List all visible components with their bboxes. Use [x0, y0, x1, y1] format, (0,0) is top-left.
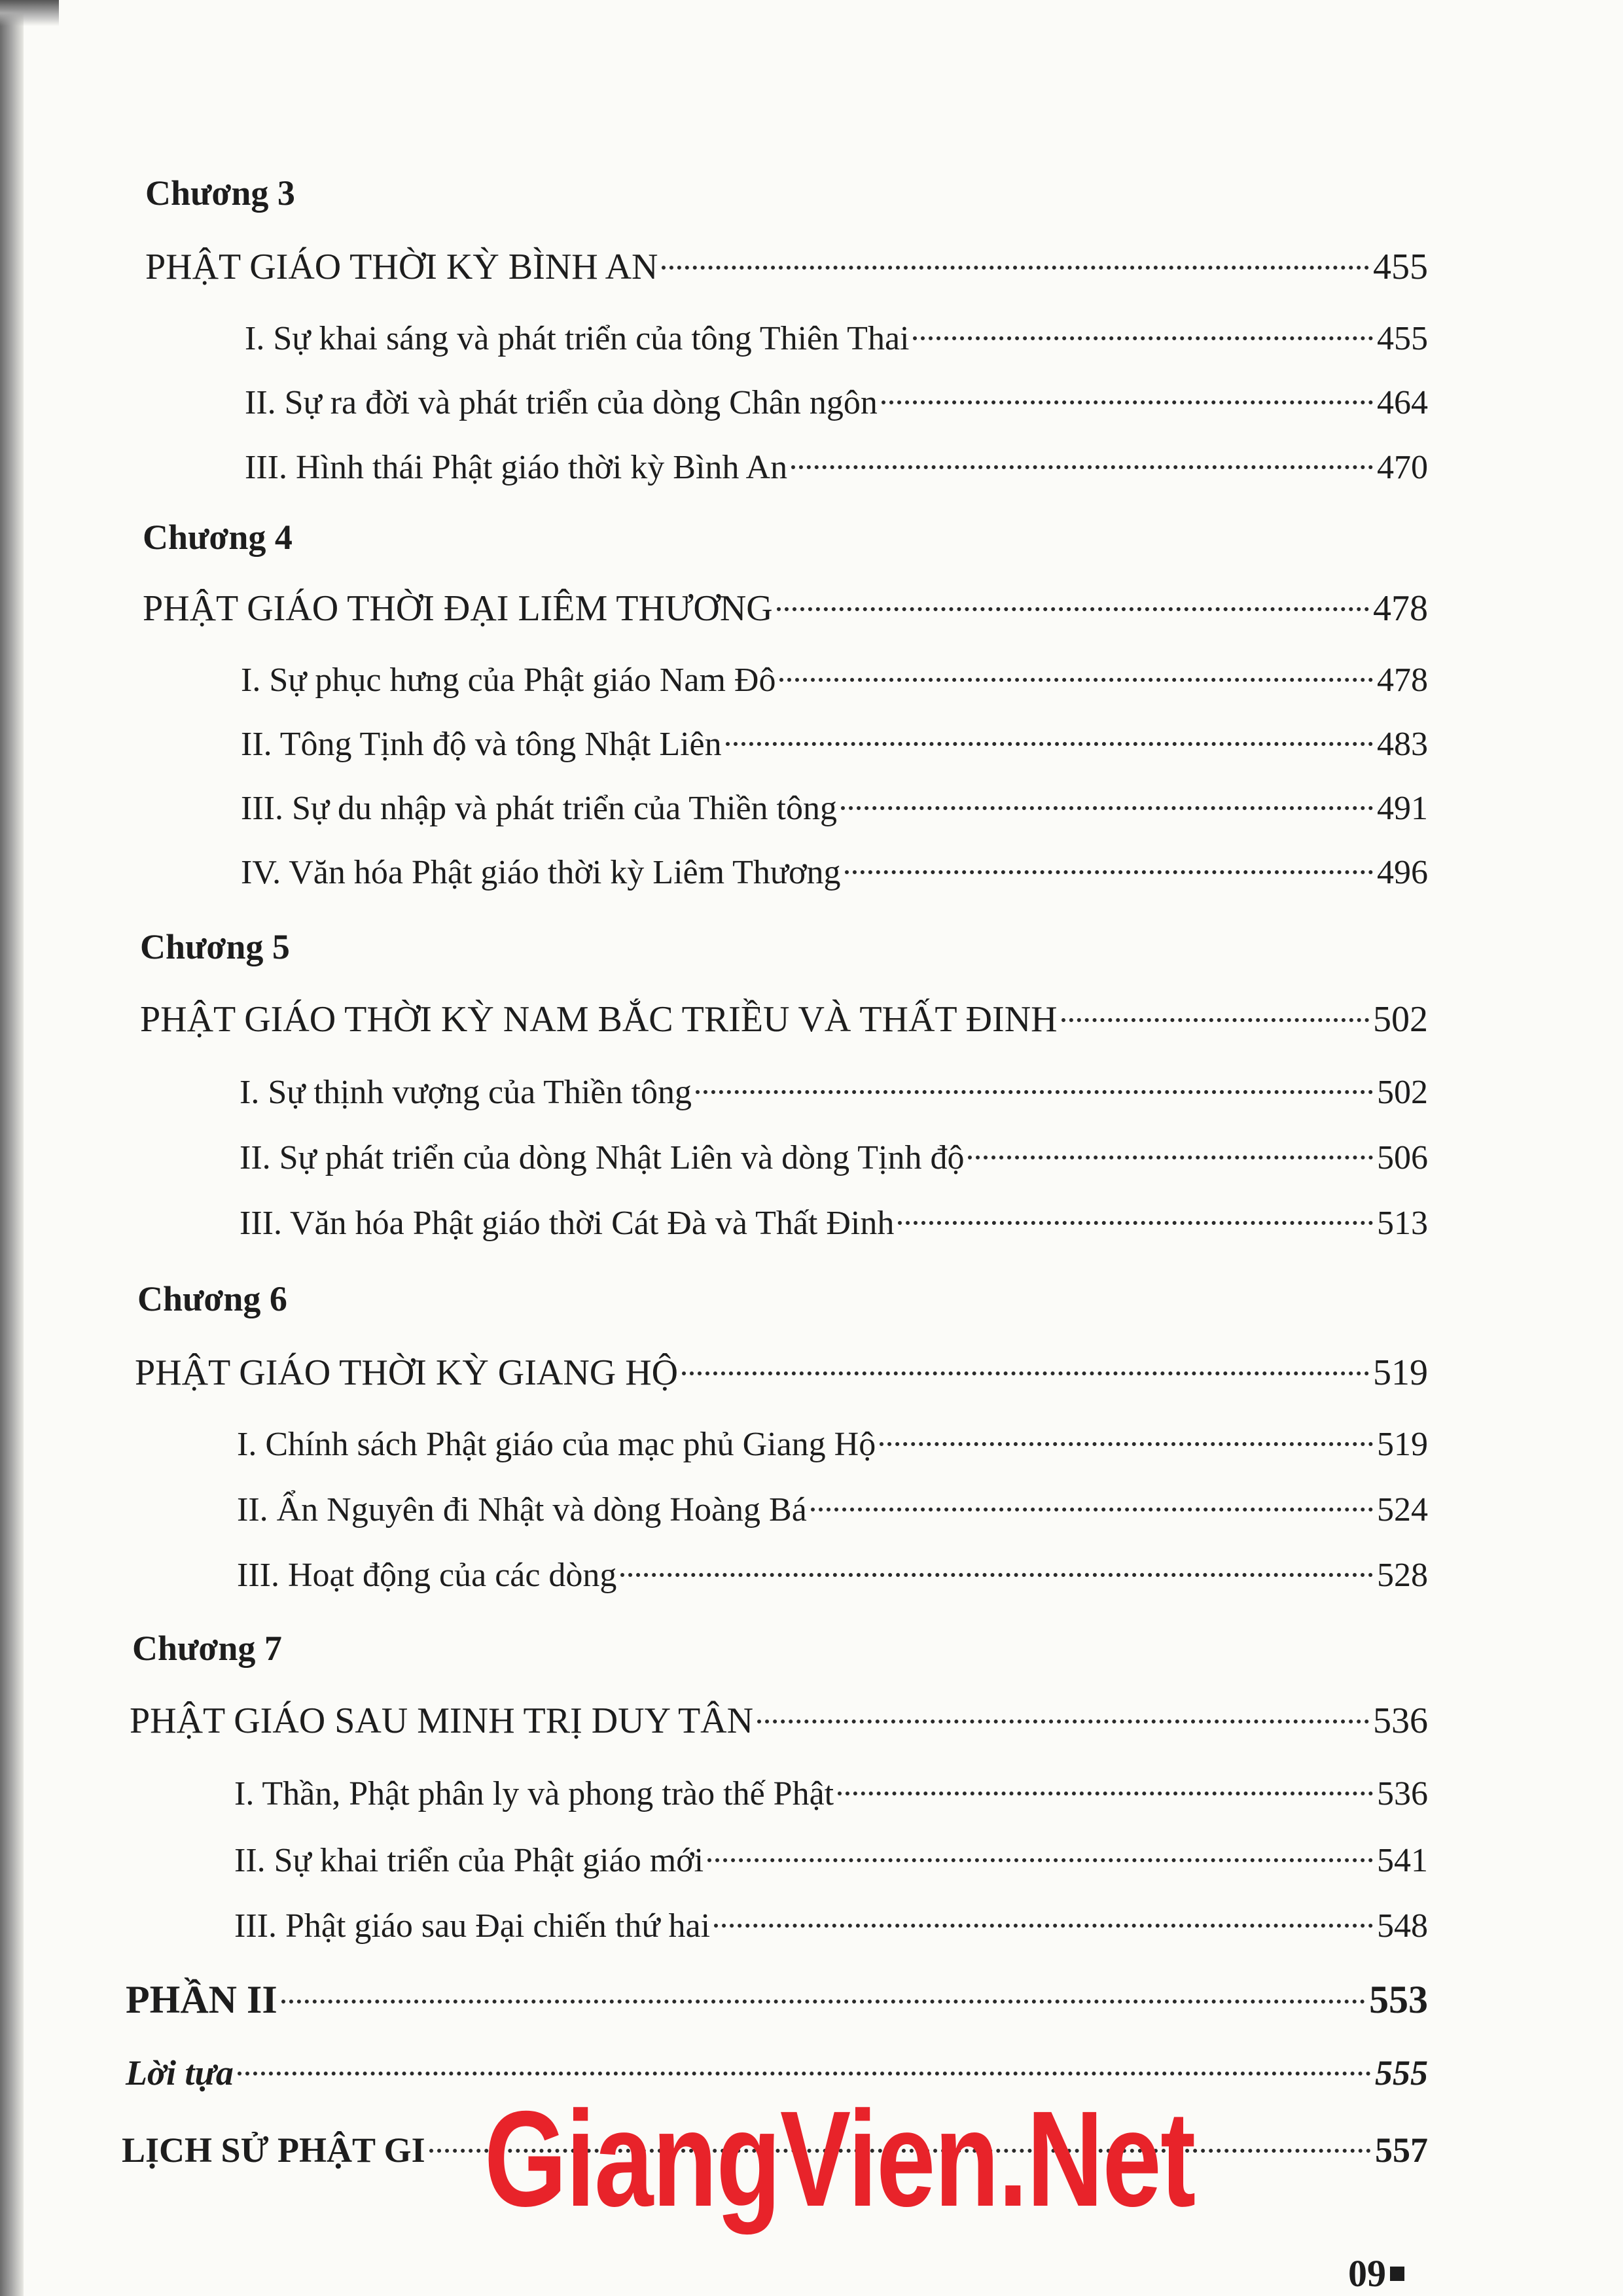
entry-page: 502: [1377, 1074, 1428, 1111]
dot-leader: [841, 806, 1373, 810]
chapter-3-label: Chương 3: [145, 173, 295, 213]
entry-title: II. Tông Tịnh độ và tông Nhật Liên: [241, 726, 722, 763]
entry-page: 513: [1377, 1205, 1428, 1242]
dot-leader: [238, 2072, 1371, 2075]
toc-entry: [234, 1900, 1428, 1952]
dot-leader: [898, 1221, 1373, 1225]
chapter-3-title-entry: [145, 241, 1428, 293]
chapter-7-label: Chương 7: [132, 1629, 282, 1668]
entry-title: PHẦN II: [126, 1978, 277, 2021]
chapter-7-title-entry: [130, 1695, 1428, 1747]
entry-title: II. Sự khai triển của Phật giáo mới: [234, 1842, 704, 1879]
entry-title: II. Sự ra đời và phát triển của dòng Chân ngôn: [245, 384, 878, 421]
entry-page: 470: [1377, 449, 1428, 486]
toc-entry: [241, 783, 1428, 835]
toc-entry: [237, 1419, 1428, 1471]
entry-title: II. Sự phát triển của dòng Nhật Liên và dòng Tịnh độ: [240, 1139, 965, 1176]
chapter-4-label: Chương 4: [143, 518, 293, 557]
entry-page: 519: [1377, 1426, 1428, 1463]
toc-entry: [240, 1197, 1428, 1250]
dot-leader: [707, 1858, 1373, 1862]
entry-page: 524: [1377, 1491, 1428, 1528]
part-two-entry: [126, 1973, 1428, 2026]
dot-leader: [913, 336, 1373, 340]
dot-leader: [777, 607, 1369, 611]
entry-title: III. Sự du nhập và phát triển của Thiền tông: [241, 790, 837, 827]
dot-leader: [845, 870, 1373, 874]
entry-page: 519: [1373, 1352, 1428, 1393]
dot-leader: [811, 1508, 1373, 1511]
entry-title: PHẬT GIÁO SAU MINH TRỊ DUY TÂN: [130, 1701, 754, 1741]
entry-title: LỊCH SỬ PHẬT GI: [122, 2130, 425, 2170]
watermark-logo: GiangVien.Net: [484, 2083, 1195, 2235]
entry-page: 536: [1377, 1775, 1428, 1812]
chapter-4-title-entry: [143, 582, 1428, 635]
entry-page: 553: [1369, 1978, 1428, 2021]
dot-leader: [1061, 1018, 1369, 1022]
entry-page: 555: [1375, 2053, 1428, 2093]
entry-title: I. Sự phục hưng của Phật giáo Nam Đô: [241, 662, 776, 699]
entry-title: II. Ẩn Nguyên đi Nhật và dòng Hoàng Bá: [237, 1491, 807, 1528]
toc-entry: [237, 1484, 1428, 1536]
chapter-5-title-entry: [140, 993, 1428, 1046]
entry-title: III. Hình thái Phật giáo thời kỳ Bình An: [245, 449, 788, 486]
toc-entry: [245, 377, 1428, 429]
toc-entry: [240, 1132, 1428, 1184]
entry-page: 478: [1373, 588, 1428, 629]
chapter-6-title-entry: [135, 1347, 1428, 1399]
entry-title: IV. Văn hóa Phật giáo thời kỳ Liêm Thương: [241, 854, 841, 891]
entry-page: 478: [1377, 662, 1428, 699]
entry-page: 455: [1377, 320, 1428, 357]
page-number-text: 09: [1348, 2252, 1386, 2295]
entry-title: I. Chính sách Phật giáo của mạc phủ Giang Hộ: [237, 1426, 876, 1463]
toc-entry: [234, 1835, 1428, 1887]
square-mark-icon: [1390, 2267, 1404, 2281]
entry-page: 506: [1377, 1139, 1428, 1176]
entry-page: 528: [1377, 1557, 1428, 1594]
entry-title: PHẬT GIÁO THỜI KỲ NAM BẮC TRIỀU VÀ THẤT ĐINH: [140, 999, 1058, 1040]
dot-leader: [620, 1573, 1373, 1577]
entry-title: I. Thần, Phật phân ly và phong trào thế Phật: [234, 1775, 834, 1812]
chapter-6-label: Chương 6: [137, 1279, 287, 1318]
toc-entry: [241, 847, 1428, 899]
entry-page: 536: [1373, 1701, 1428, 1741]
entry-title: PHẬT GIÁO THỜI ĐẠI LIÊM THƯƠNG: [143, 588, 773, 629]
entry-page: 541: [1377, 1842, 1428, 1879]
entry-page: 491: [1377, 790, 1428, 827]
dot-leader: [682, 1371, 1369, 1375]
dot-leader: [880, 1442, 1373, 1446]
page-number: [1348, 2251, 1404, 2296]
entry-page: 496: [1377, 854, 1428, 891]
entry-title: III. Văn hóa Phật giáo thời Cát Đà và Thất Đinh: [240, 1205, 895, 1242]
dot-leader: [791, 465, 1373, 469]
toc-entry: [234, 1768, 1428, 1820]
dot-leader: [714, 1924, 1373, 1928]
dot-leader: [757, 1720, 1369, 1723]
toc-entry: [241, 654, 1428, 707]
entry-title: PHẬT GIÁO THỜI KỲ GIANG HỘ: [135, 1352, 679, 1393]
toc-entry: [241, 718, 1428, 771]
entry-page: 464: [1377, 384, 1428, 421]
entry-page: 455: [1373, 247, 1428, 287]
entry-title: I. Sự khai sáng và phát triển của tông Thiên Thai: [245, 320, 910, 357]
entry-page: 483: [1377, 726, 1428, 763]
chapter-5-label: Chương 5: [140, 927, 290, 966]
toc-entry: [245, 313, 1428, 365]
entry-title: PHẬT GIÁO THỜI KỲ BÌNH AN: [145, 247, 658, 287]
toc-entry: [245, 442, 1428, 494]
dot-leader: [726, 742, 1373, 746]
toc-entry: [240, 1067, 1428, 1119]
dot-leader: [838, 1792, 1373, 1795]
dot-leader: [882, 400, 1373, 404]
dot-leader: [281, 2000, 1365, 2004]
entry-page: 502: [1373, 999, 1428, 1040]
dot-leader: [696, 1090, 1373, 1094]
dot-leader: [779, 678, 1373, 682]
entry-page: 548: [1377, 1907, 1428, 1945]
entry-title: Lời tựa: [126, 2053, 234, 2093]
dot-leader: [662, 266, 1369, 270]
entry-page: 557: [1375, 2130, 1428, 2170]
dot-leader: [968, 1156, 1373, 1159]
entry-title: III. Hoạt động của các dòng: [237, 1557, 617, 1594]
entry-title: III. Phật giáo sau Đại chiến thứ hai: [234, 1907, 711, 1945]
toc-entry: [237, 1549, 1428, 1602]
entry-title: I. Sự thịnh vượng của Thiền tông: [240, 1074, 692, 1111]
